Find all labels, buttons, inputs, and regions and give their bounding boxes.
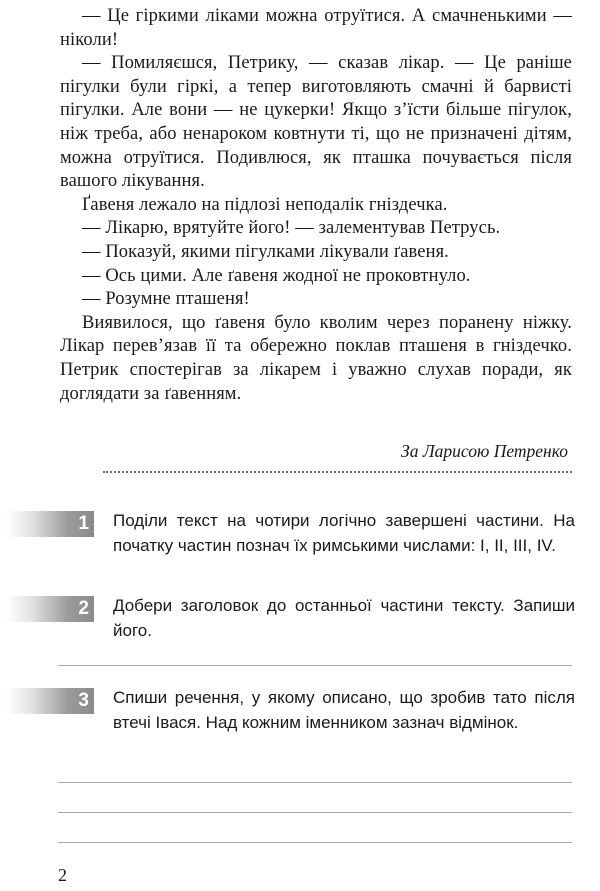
task-number: 2 <box>78 598 89 619</box>
story-paragraph: Виявилося, що ґавеня було кволим через поранену ніжку. Лікар перев’язав її та обережно поклав пташеня в гніздечко. Петрик спостерігав за лікарем і уважно слухав поради, як доглядати за ґавенням. <box>60 312 572 404</box>
story-paragraph: — Ось цими. Але ґавеня жодної не проковтнуло. <box>82 265 471 286</box>
task-number: 1 <box>78 513 89 534</box>
task-instruction: Добери заголовок до останньої частини тексту. Запиши його. <box>113 596 575 640</box>
task-instruction: Поділи текст на чотири логічно завершені частини. На початку частин познач їх римськими числами: I, II, III, IV. <box>113 511 575 555</box>
answer-line[interactable] <box>58 812 572 813</box>
answer-line[interactable] <box>58 665 572 666</box>
task-number-badge <box>6 688 94 714</box>
story-text <box>60 5 572 406</box>
story-paragraph: — Показуй, якими пігулками лікували ґавеня. <box>82 241 449 262</box>
story-paragraph: Ґавеня лежало на підлозі неподалік гніздечка. <box>82 194 448 215</box>
task-instruction: Спиши речення, у якому описано, що зробив тато після втечі Івася. Над кожним іменником зазнач відмінок. <box>113 688 575 732</box>
answer-line[interactable] <box>58 842 572 843</box>
story-paragraph: — Лікарю, врятуйте його! — залементував Петрусь. <box>82 218 501 239</box>
story-paragraph: — Це гіркими ліками можна отруїтися. А смачненькими — ніколи! <box>60 6 572 50</box>
answer-line[interactable] <box>58 782 572 783</box>
story-attribution: За Ларисою Петренко <box>401 441 568 461</box>
page-number: 2 <box>58 865 67 885</box>
story-paragraph: — Розумне пташеня! <box>82 289 250 310</box>
dotted-divider <box>103 471 572 473</box>
task-number-badge <box>6 596 94 622</box>
task-number-badge <box>6 511 94 537</box>
task-number: 3 <box>78 690 89 711</box>
story-paragraph: — Помиляєшся, Петрику, — сказав лікар. — Це раніше пігулки були гіркі, а тепер виготовляють смачні й барвисті пігулки. Але вони — не цукерки! Якщо з’їсти більше пігулок, ніж треба, або ненароком ковтнути ті, що не призначені дітям, можна отруїтися. Подивлюся, як пташка почувається після вашого лікування. <box>60 53 572 192</box>
